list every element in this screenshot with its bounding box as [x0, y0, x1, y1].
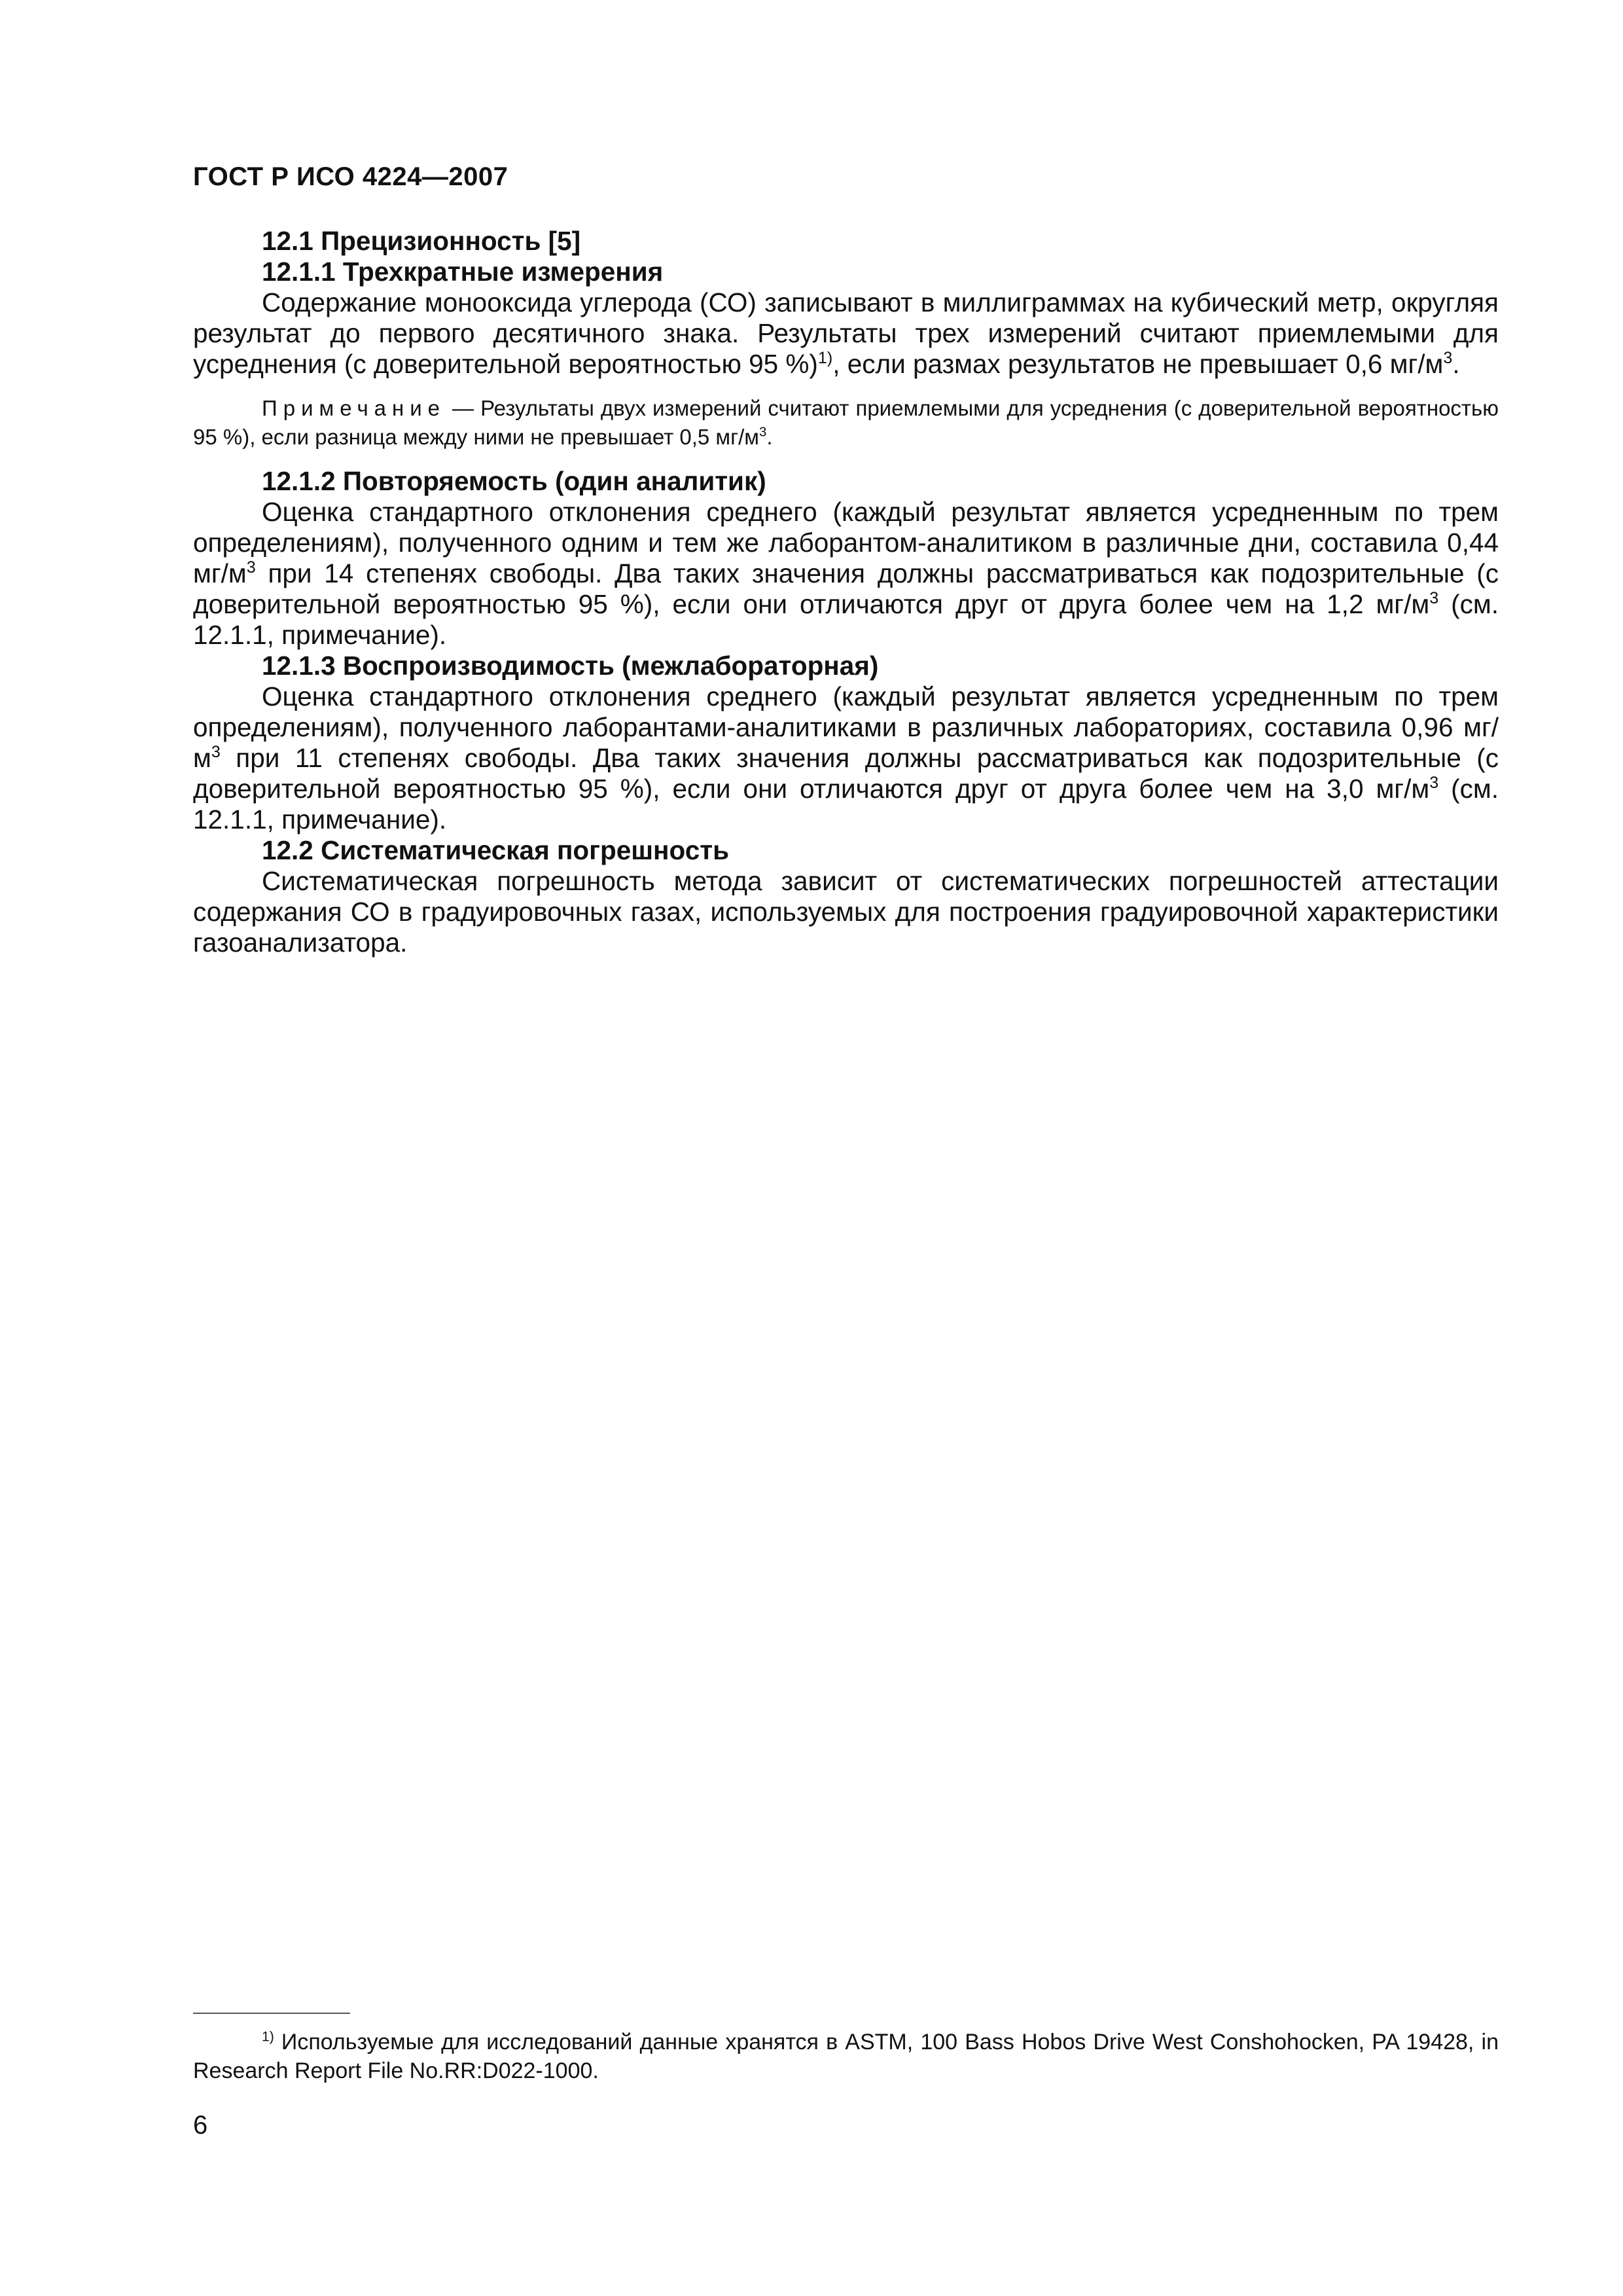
paragraph-text: при 14 степенях свободы. Два таких значения должны рассматриваться как подозрительные (с доверительной вероятностью 95 %), если они отличаются друг от друга более чем на 1,2 мг/м: [193, 558, 1499, 619]
footnote: [193, 2028, 1499, 2085]
section-12-1-2-paragraph: [193, 497, 1499, 651]
section-12-1-2-heading: 12.1.2 Повторяемость (один аналитик): [262, 466, 766, 496]
paragraph-text: .: [1452, 349, 1460, 379]
section-12-1-3-heading: 12.1.3 Воспроизводимость (межлабораторная): [262, 651, 879, 681]
paragraph-text: Содержание монооксида углерода (СО) записывают в миллиграммах на кубический метр, округляя результат до первого десятичного знака. Результаты трех измерений считают приемлемыми для усреднения (с доверительной вероятностью 95 %): [193, 287, 1499, 379]
paragraph-text: Оценка стандартного отклонения среднего (каждый результат является усредненным по трем определениям), полученного одним и тем же лаборантом-аналитиком в различные дни, составила 0,44 мг/м: [193, 497, 1499, 588]
superscript: 3: [1429, 773, 1439, 792]
superscript: 3: [1443, 348, 1453, 367]
paragraph-text: , если размах результатов не превышает 0,6 мг/м: [832, 349, 1444, 379]
footnote-divider: [193, 2013, 350, 2014]
paragraph-text: (см. 12.1.1, примечание).: [193, 589, 1499, 650]
superscript: 3: [1429, 588, 1439, 607]
section-12-1-1-heading: 12.1.1 Трехкратные измерения: [262, 257, 664, 287]
superscript: 3: [246, 558, 256, 577]
paragraph-text: (см. 12.1.1, примечание).: [193, 774, 1499, 834]
superscript: 3: [211, 742, 221, 761]
footnote-text: Используемые для исследований данные хранятся в ASTM, 100 Bass Hobos Drive West Conshohocken, PA 19428, in Research Report File No.RR:D022-1000.: [193, 2030, 1499, 2083]
footnote-reference: 1): [817, 348, 833, 367]
note-paragraph: [193, 394, 1499, 452]
section-12-1-heading: 12.1 Прецизионность [5]: [262, 226, 581, 256]
paragraph-text: Оценка стандартного отклонения среднего (каждый результат является усредненным по трем определениям), полученного лаборантами-аналитиками в различных лабораториях, составила 0,96 мг/м: [193, 681, 1499, 773]
page-number: 6: [193, 2111, 208, 2140]
note-text: — Результаты двух измерений считают приемлемыми для усреднения (с доверительной вероятностью 95 %), если разница между ними не превышает 0,5 мг/м: [193, 396, 1499, 449]
document-header: ГОСТ Р ИСО 4224—2007: [193, 162, 508, 191]
superscript: 3: [758, 424, 767, 440]
section-12-2-paragraph: Систематическая погрешность метода зависит от систематических погрешностей аттестации содержания СО в градуировочных газах, используемых для построения градуировочной характеристики газоанализатора.: [193, 866, 1499, 958]
note-label: Примечание: [262, 396, 446, 420]
section-12-1-3-paragraph: [193, 681, 1499, 835]
paragraph-text: при 11 степенях свободы. Два таких значения должны рассматриваться как подозрительные (с доверительной вероятностью 95 %), если они отличаются друг от друга более чем на 3,0 мг/м: [193, 743, 1499, 804]
section-12-1-1-paragraph: [193, 287, 1499, 380]
note-text: .: [766, 425, 773, 449]
section-12-2-heading: 12.2 Систематическая погрешность: [262, 835, 729, 865]
document-body: [193, 226, 1499, 958]
footnote-mark: 1): [262, 2029, 274, 2045]
